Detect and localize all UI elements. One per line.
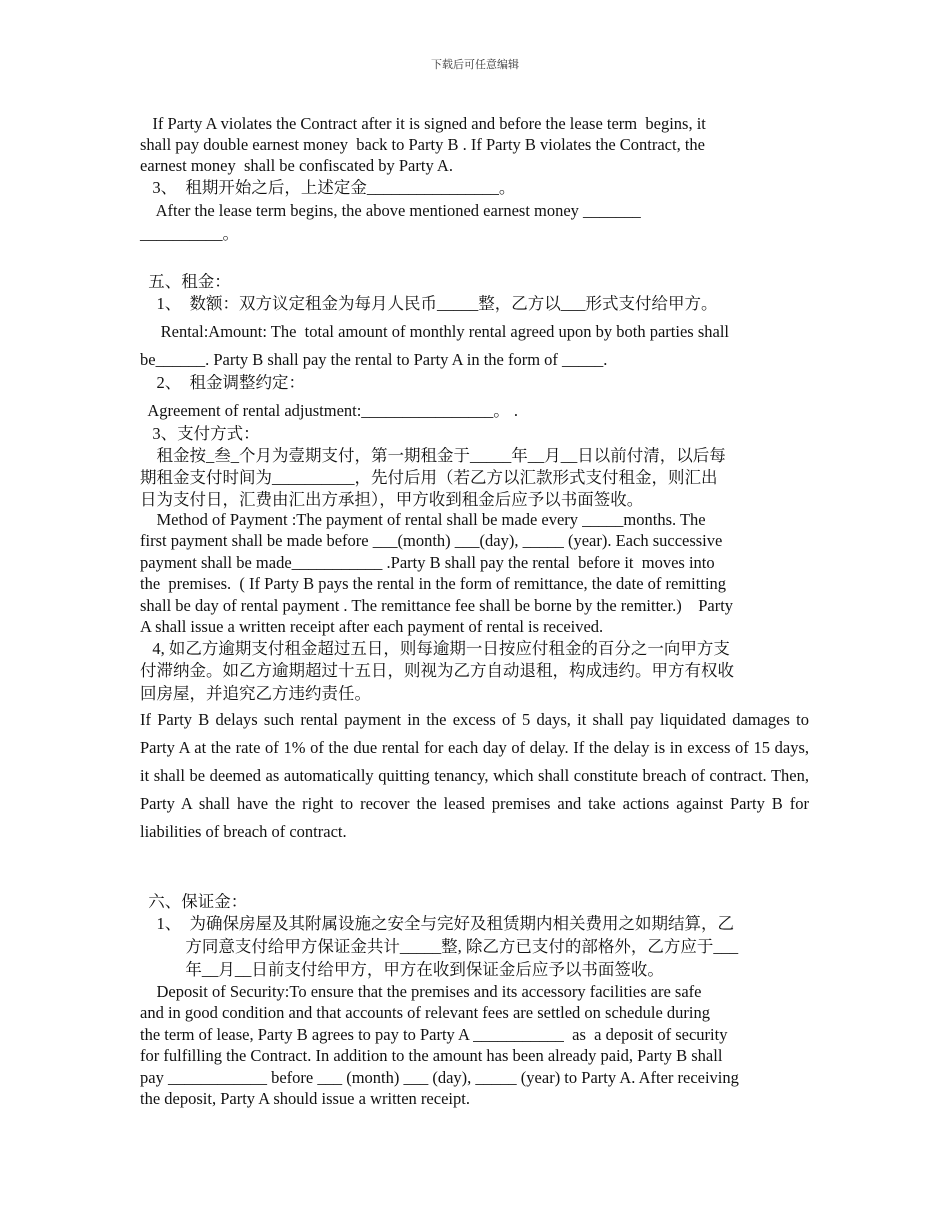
text-line: 付滞纳金。如乙方逾期超过十五日，则视为乙方自动退租，构成违约。甲方有权收 <box>140 661 734 680</box>
text-line: payment shall be made___________ .Party B shall pay the rental before it moves into <box>140 553 715 572</box>
text-line: 1、 数额：双方议定租金为每月人民币_____整，乙方以___形式支付给甲方。 <box>140 294 718 313</box>
text-line: shall be day of rental payment . The remittance fee shall be borne by the remitter.) Party <box>140 596 734 615</box>
section-heading-deposit: 六、保证金： <box>140 892 248 911</box>
text-line: 2、 租金调整约定： <box>140 373 305 392</box>
text-line: the term of lease, Party B agrees to pay to Party A ___________ as a deposit of security <box>140 1025 728 1044</box>
text-line: 期租金支付时间为__________，先付后用（若乙方以汇款形式支付租金，则汇出 <box>140 468 718 487</box>
text-line: 回房屋，并追究乙方违约责任。 <box>140 684 371 703</box>
text-line: A shall issue a written receipt after each payment of rental is received. <box>140 617 604 636</box>
text-line: Agreement of rental adjustment:________________。 . <box>140 401 519 420</box>
section-heading-rent: 五、租金： <box>140 272 231 291</box>
text-line: 3、 租期开始之后，上述定金________________。 <box>140 178 516 197</box>
text-line: 年__月__日前支付给甲方，甲方在收到保证金后应予以书面签收。 <box>140 960 664 979</box>
text-line: If Party A violates the Contract after it is signed and before the lease term begins, it <box>140 114 706 133</box>
text-line: 租金按_叁_个月为壹期支付，第一期租金于_____年__月__日以前付清，以后每 <box>140 446 726 465</box>
text-line: the deposit, Party A should issue a written receipt. <box>140 1089 470 1108</box>
text-line: Deposit of Security:To ensure that the premises and its accessory facilities are safe <box>140 982 702 1001</box>
text-line: __________。 <box>140 224 239 243</box>
text-line: and in good condition and that accounts of relevant fees are settled on schedule during <box>140 1003 710 1022</box>
text-line: pay ____________ before ___ (month) ___ (day), _____ (year) to Party A. After receiving <box>140 1068 739 1087</box>
page-header: 下载后可任意编辑 <box>431 59 519 71</box>
text-line: 3、支付方式： <box>140 424 260 443</box>
text-line: the premises. ( If Party B pays the rental in the form of remittance, the date of remitting <box>140 574 727 593</box>
text-line: After the lease term begins, the above mentioned earnest money _______ <box>140 201 641 220</box>
text-line: earnest money shall be confiscated by Party A. <box>140 156 453 175</box>
text-line: shall pay double earnest money back to Party B . If Party B violates the Contract, the <box>140 135 705 154</box>
text-line: Method of Payment :The payment of rental shall be made every _____months. The <box>140 510 706 529</box>
text-line: 方同意支付给甲方保证金共计_____整, 除乙方已支付的部格外，乙方应于___ <box>140 937 739 956</box>
text-line: Rental:Amount: The total amount of monthly rental agreed upon by both parties shall <box>140 322 729 341</box>
late-payment-paragraph: If Party B delays such rental payment in the excess of 5 days, it shall pay liquidated damages to Party A at the rate of 1% of the due rental for each day of delay. If the delay is in excess of 15 days, it shall be deemed as automatically quitting tenancy, which shall constitute breach of contract. Then, Party A shall have the right to recover the leased premises and take actions against Party B for liabilities of breach of contract. <box>140 710 809 841</box>
text-line: 4, 如乙方逾期支付租金超过五日，则每逾期一日按应付租金的百分之一向甲方支 <box>140 639 730 658</box>
text-line: 日为支付日，汇费由汇出方承担），甲方收到租金后应予以书面签收。 <box>140 490 644 509</box>
text-line: be______. Party B shall pay the rental to Party A in the form of _____. <box>140 350 608 369</box>
text-line: 1、 为确保房屋及其附属设施之安全与完好及租赁期内相关费用之如期结算，乙 <box>140 914 734 933</box>
text-line: first payment shall be made before ___(month) ___(day), _____ (year). Each successive <box>140 531 723 550</box>
text-line: for fulfilling the Contract. In addition to the amount has been already paid, Party B shall <box>140 1046 723 1065</box>
